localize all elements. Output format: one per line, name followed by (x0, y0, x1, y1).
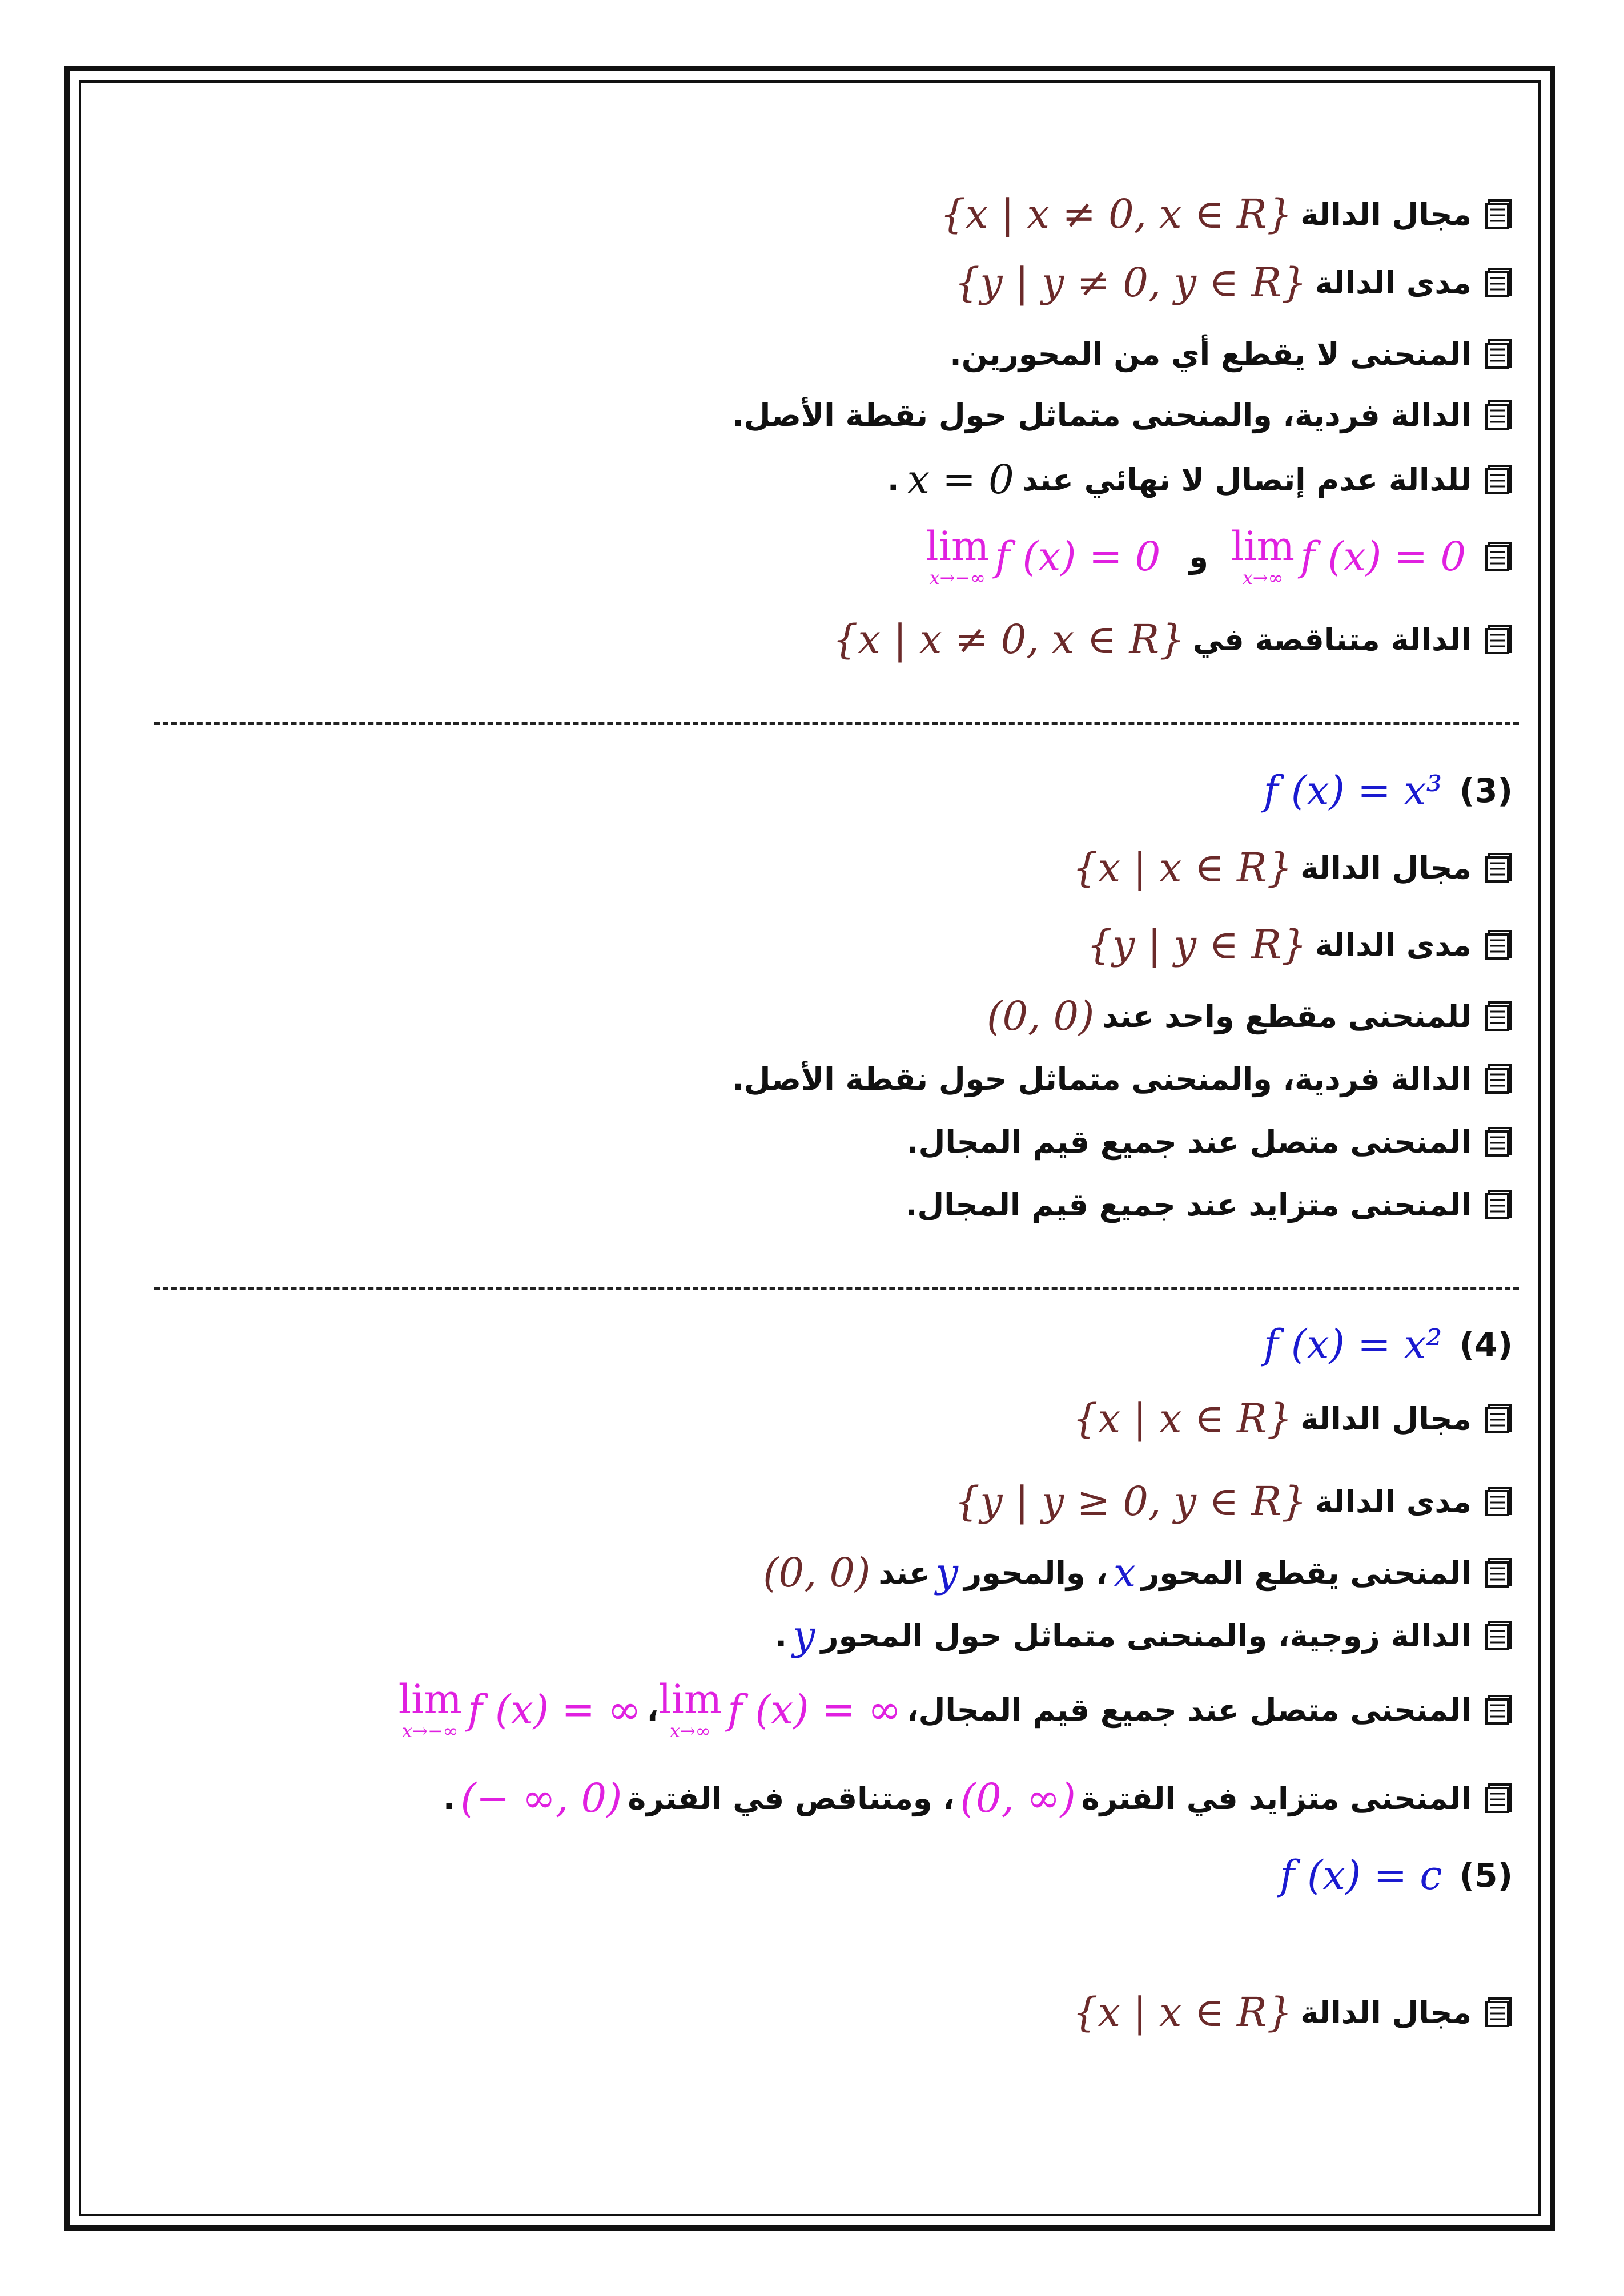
and-text: و (1189, 538, 1208, 575)
x-axis-var: x (1113, 1549, 1136, 1596)
s4-domain-line (1064, 1387, 1513, 1450)
range-set: {y | y ≠ 0, y ∈ R} (954, 259, 1307, 306)
window-bullet-icon (1485, 1064, 1513, 1094)
s2-discontinuity-line (887, 448, 1513, 511)
increasing-text: المنحنى متزايد عند جميع قيم المجال. (905, 1186, 1472, 1223)
lim-sub: x→∞ (669, 1720, 711, 1742)
window-bullet-icon (1485, 268, 1513, 297)
limit-left-expr: f (x) = ∞ (467, 1686, 641, 1733)
continuous-text: المنحنى متصل عند جميع قيم المجال. (907, 1123, 1472, 1160)
monotone-text-a: المنحنى متزايد في الفترة (1081, 1780, 1472, 1816)
window-bullet-icon (1485, 1558, 1513, 1588)
s2-domain-line (932, 183, 1513, 245)
window-bullet-icon (1485, 1001, 1513, 1031)
domain-set: {x | x ∈ R} (1072, 844, 1293, 891)
window-bullet-icon (1485, 1487, 1513, 1516)
s4-even-line (775, 1604, 1513, 1667)
limit-right-op (658, 1676, 722, 1742)
no-intercepts-text: المنحنى لا يقطع أي من المحورين. (950, 336, 1472, 372)
discontinuity-text: للدالة عدم إتصال لا نهائي عند (1022, 461, 1472, 498)
s4-limits-line (399, 1667, 1513, 1753)
lim-text: lim (1231, 523, 1295, 570)
odd-text: الدالة فردية، والمنحنى متماثل حول نقطة الأصل. (732, 1061, 1472, 1097)
intercept-text: للمنحنى مقطع واحد عند (1102, 998, 1472, 1034)
s3-continuous-line (907, 1110, 1513, 1173)
window-bullet-icon (1485, 1997, 1513, 2027)
limit-left-op (926, 523, 990, 589)
period: . (887, 461, 899, 498)
s2-intercepts-line (950, 323, 1513, 385)
section-divider (154, 722, 1519, 725)
window-bullet-icon (1485, 465, 1513, 494)
lim-text: lim (658, 1676, 722, 1723)
section-number: (3) (1459, 771, 1513, 810)
window-bullet-icon (1485, 1127, 1513, 1157)
intercept-text-b: ، والمحور (964, 1554, 1108, 1591)
window-bullet-icon (1485, 1695, 1513, 1725)
domain-label: مجال الدالة (1300, 849, 1472, 886)
domain-set: {x | x ∈ R} (1072, 1395, 1293, 1442)
intercept-point: (0, 0) (763, 1549, 871, 1596)
limit-right-op (1231, 523, 1295, 589)
function-expr: f (x) = x² (1263, 1321, 1442, 1368)
period: . (775, 1617, 787, 1654)
lim-sub: x→−∞ (929, 567, 986, 589)
range-set: {y | y ∈ R} (1087, 921, 1307, 968)
lim-sub: x→−∞ (402, 1720, 459, 1742)
section-number: (4) (1459, 1325, 1513, 1364)
limit-right-expr: f (x) = ∞ (727, 1686, 902, 1733)
limit-left-op (398, 1676, 462, 1742)
decreasing-set: {x | x ≠ 0, x ∈ R} (832, 616, 1185, 663)
range-label: مدى الدالة (1315, 1483, 1472, 1520)
window-bullet-icon (1485, 1190, 1513, 1219)
s2-range-line (947, 251, 1513, 314)
interval-increasing: (0, ∞) (960, 1775, 1076, 1822)
even-text: الدالة زوجية، والمنحنى متماثل حول المحور (821, 1617, 1472, 1654)
window-bullet-icon (1485, 199, 1513, 229)
function-expr: f (x) = c (1280, 1852, 1442, 1899)
odd-text: الدالة فردية، والمنحنى متماثل حول نقطة الأصل. (732, 397, 1472, 433)
window-bullet-icon (1485, 930, 1513, 960)
limit-right-expr: f (x) = 0 (1300, 533, 1466, 580)
window-bullet-icon (1485, 1404, 1513, 1433)
decreasing-text: الدالة متناقصة في (1192, 621, 1472, 658)
s2-limits-line (926, 514, 1513, 599)
s5-domain-line (1064, 1981, 1513, 2044)
function-expr: f (x) = x³ (1263, 767, 1442, 814)
s4-intercept-line (755, 1541, 1513, 1604)
window-bullet-icon (1485, 1621, 1513, 1650)
domain-set: {x | x ≠ 0, x ∈ R} (940, 191, 1293, 237)
s3-increasing-line (906, 1173, 1513, 1236)
y-axis-var: y (792, 1612, 815, 1659)
s3-intercept-line (979, 985, 1513, 1048)
range-label: مدى الدالة (1315, 264, 1472, 301)
intercept-text-c: عند (878, 1554, 930, 1591)
window-bullet-icon (1485, 853, 1513, 883)
s4-heading (1258, 1313, 1513, 1376)
window-bullet-icon (1485, 542, 1513, 571)
window-bullet-icon (1485, 339, 1513, 369)
s3-range-line (1079, 913, 1513, 976)
section-number: (5) (1459, 1856, 1513, 1895)
window-bullet-icon (1485, 400, 1513, 430)
s3-heading (1258, 759, 1513, 822)
s4-range-line (947, 1470, 1513, 1533)
domain-label: مجال الدالة (1300, 196, 1472, 232)
range-label: مدى الدالة (1315, 927, 1472, 963)
lim-sub: x→∞ (1242, 567, 1284, 589)
s4-monotone-line (443, 1761, 1513, 1835)
lim-text: lim (926, 523, 990, 570)
continuous-text: المنحنى متصل عند جميع قيم المجال، (907, 1691, 1472, 1728)
s5-heading (1274, 1844, 1513, 1907)
window-bullet-icon (1485, 1783, 1513, 1813)
intercept-point: (0, 0) (987, 993, 1095, 1040)
discontinuity-math: x = 0 (907, 456, 1014, 503)
s2-decreasing-line (825, 608, 1513, 671)
domain-set: {x | x ∈ R} (1072, 1989, 1293, 2036)
window-bullet-icon (1485, 625, 1513, 654)
monotone-text-b: ، ومتناقص في الفترة (628, 1780, 955, 1816)
domain-label: مجال الدالة (1300, 1400, 1472, 1437)
range-set: {y | y ≥ 0, y ∈ R} (954, 1478, 1307, 1525)
comma: ، (646, 1691, 659, 1728)
domain-label: مجال الدالة (1300, 1994, 1472, 2031)
y-axis-var: y (935, 1549, 959, 1596)
period: . (443, 1780, 455, 1816)
lim-text: lim (398, 1676, 462, 1723)
s3-odd-line (732, 1048, 1513, 1110)
s2-odd-line (732, 384, 1513, 446)
interval-decreasing: (− ∞, 0) (460, 1775, 622, 1822)
section-divider (154, 1287, 1519, 1290)
intercept-text-a: المنحنى يقطع المحور (1141, 1554, 1472, 1591)
limit-left-expr: f (x) = 0 (995, 533, 1161, 580)
s3-domain-line (1064, 836, 1513, 899)
